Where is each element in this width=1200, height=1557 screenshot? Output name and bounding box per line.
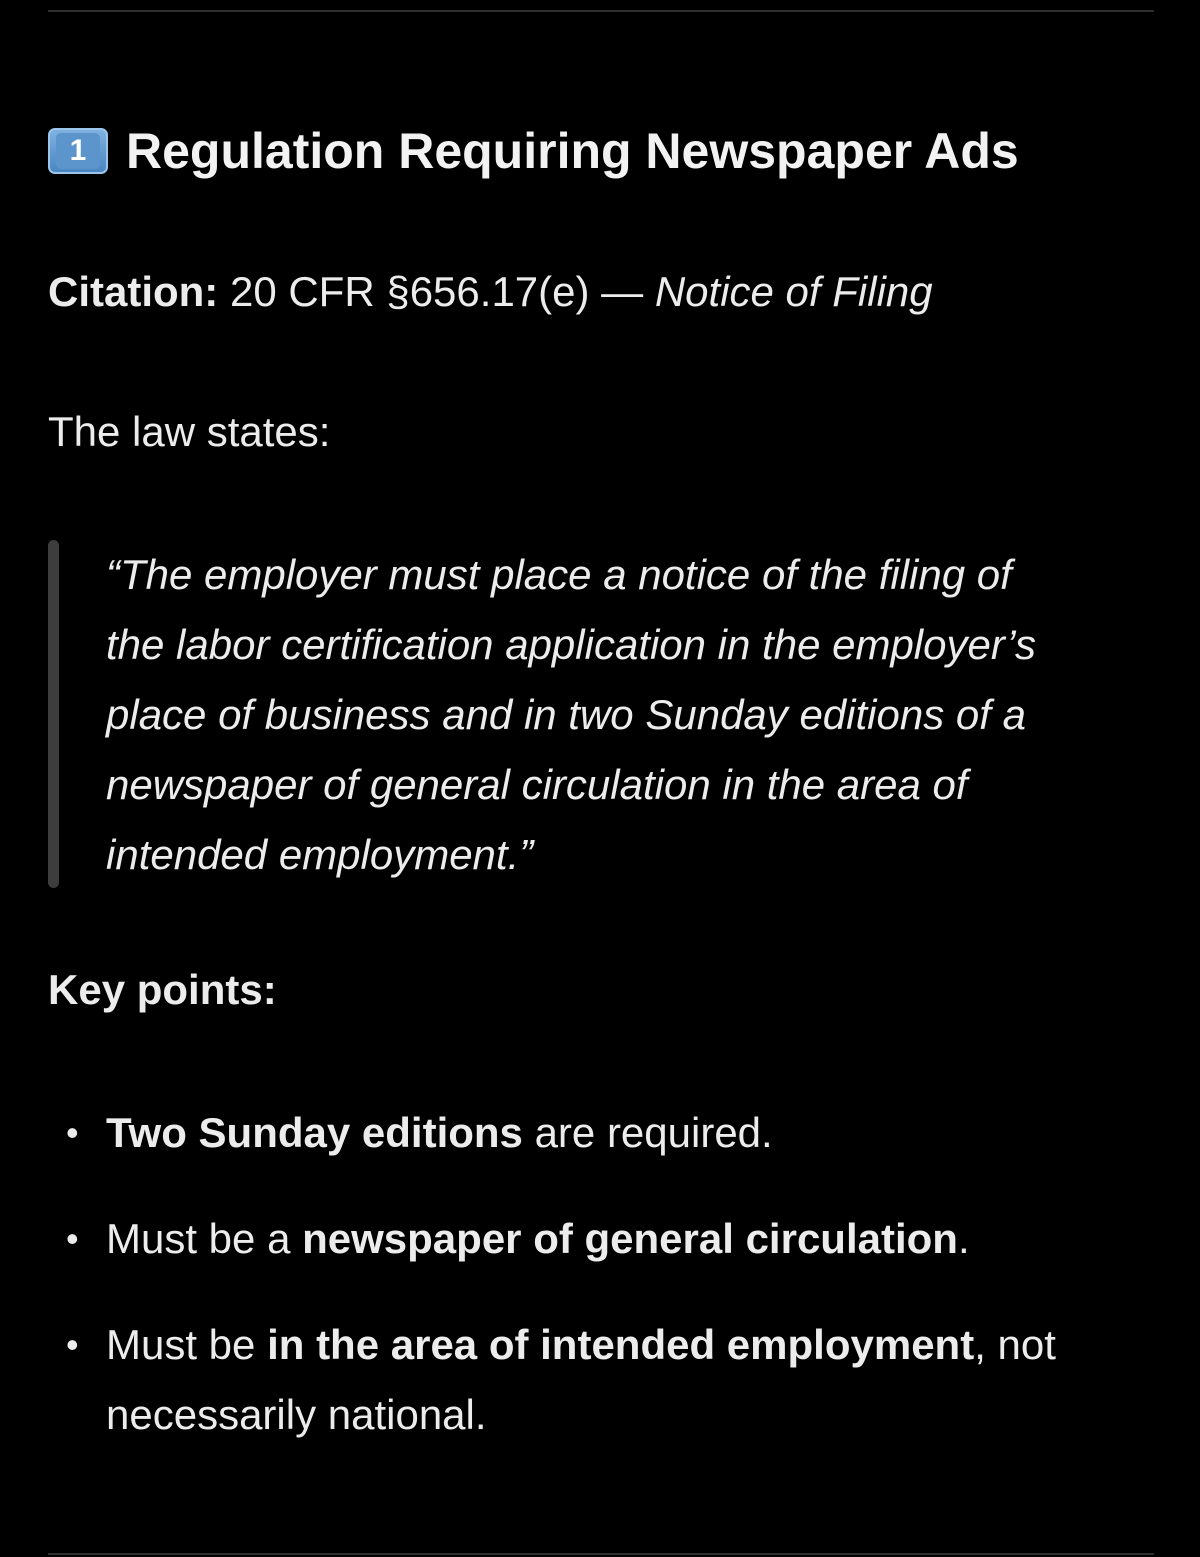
list-item-emphasis: Two Sunday editions	[106, 1109, 523, 1156]
bottom-divider	[48, 1553, 1154, 1555]
bullet-dot-icon: •	[66, 1218, 79, 1259]
list-item-suffix: , not	[974, 1321, 1056, 1368]
quote-line: newspaper of general circulation in the area of	[106, 761, 968, 808]
list-item-prefix: Must be a	[106, 1215, 303, 1262]
list-item-suffix: .	[957, 1215, 970, 1262]
citation-code: 20 CFR §656.17(e) —	[229, 268, 655, 315]
blockquote-bar	[48, 540, 59, 888]
citation-label: Citation:	[48, 268, 219, 315]
top-divider	[48, 10, 1154, 12]
list-item-prefix: Must be	[106, 1321, 268, 1368]
keycap-number-one-icon	[48, 128, 108, 174]
list-item-suffix: are required.	[522, 1109, 773, 1156]
quote-line: the labor certification application in the employer’s	[106, 621, 1036, 668]
keycap-number: 1	[56, 133, 100, 169]
list-item-text	[106, 1098, 1166, 1168]
bullet-dot-icon: •	[66, 1112, 79, 1153]
intro-text: The law states:	[48, 408, 331, 455]
list-item-continuation: necessarily national.	[106, 1391, 487, 1438]
citation-line	[48, 268, 933, 316]
bullet-dot-icon: •	[66, 1324, 79, 1365]
key-points-heading: Key points:	[48, 966, 277, 1013]
list-item-emphasis: in the area of intended employment	[267, 1321, 975, 1368]
quote-line: place of business and in two Sunday editions of a	[106, 691, 1026, 738]
list-item-text	[106, 1310, 1166, 1450]
list-item-emphasis: newspaper of general circulation	[302, 1215, 958, 1262]
quote-line: intended employment.”	[106, 831, 534, 878]
section-heading	[48, 122, 1019, 180]
citation-title: Notice of Filing	[654, 268, 933, 315]
section-heading-title: Regulation Requiring Newspaper Ads	[126, 123, 1019, 179]
list-item-text	[106, 1204, 1166, 1274]
blockquote	[106, 540, 1166, 890]
quote-line: “The employer must place a notice of the filing of	[106, 551, 1012, 598]
